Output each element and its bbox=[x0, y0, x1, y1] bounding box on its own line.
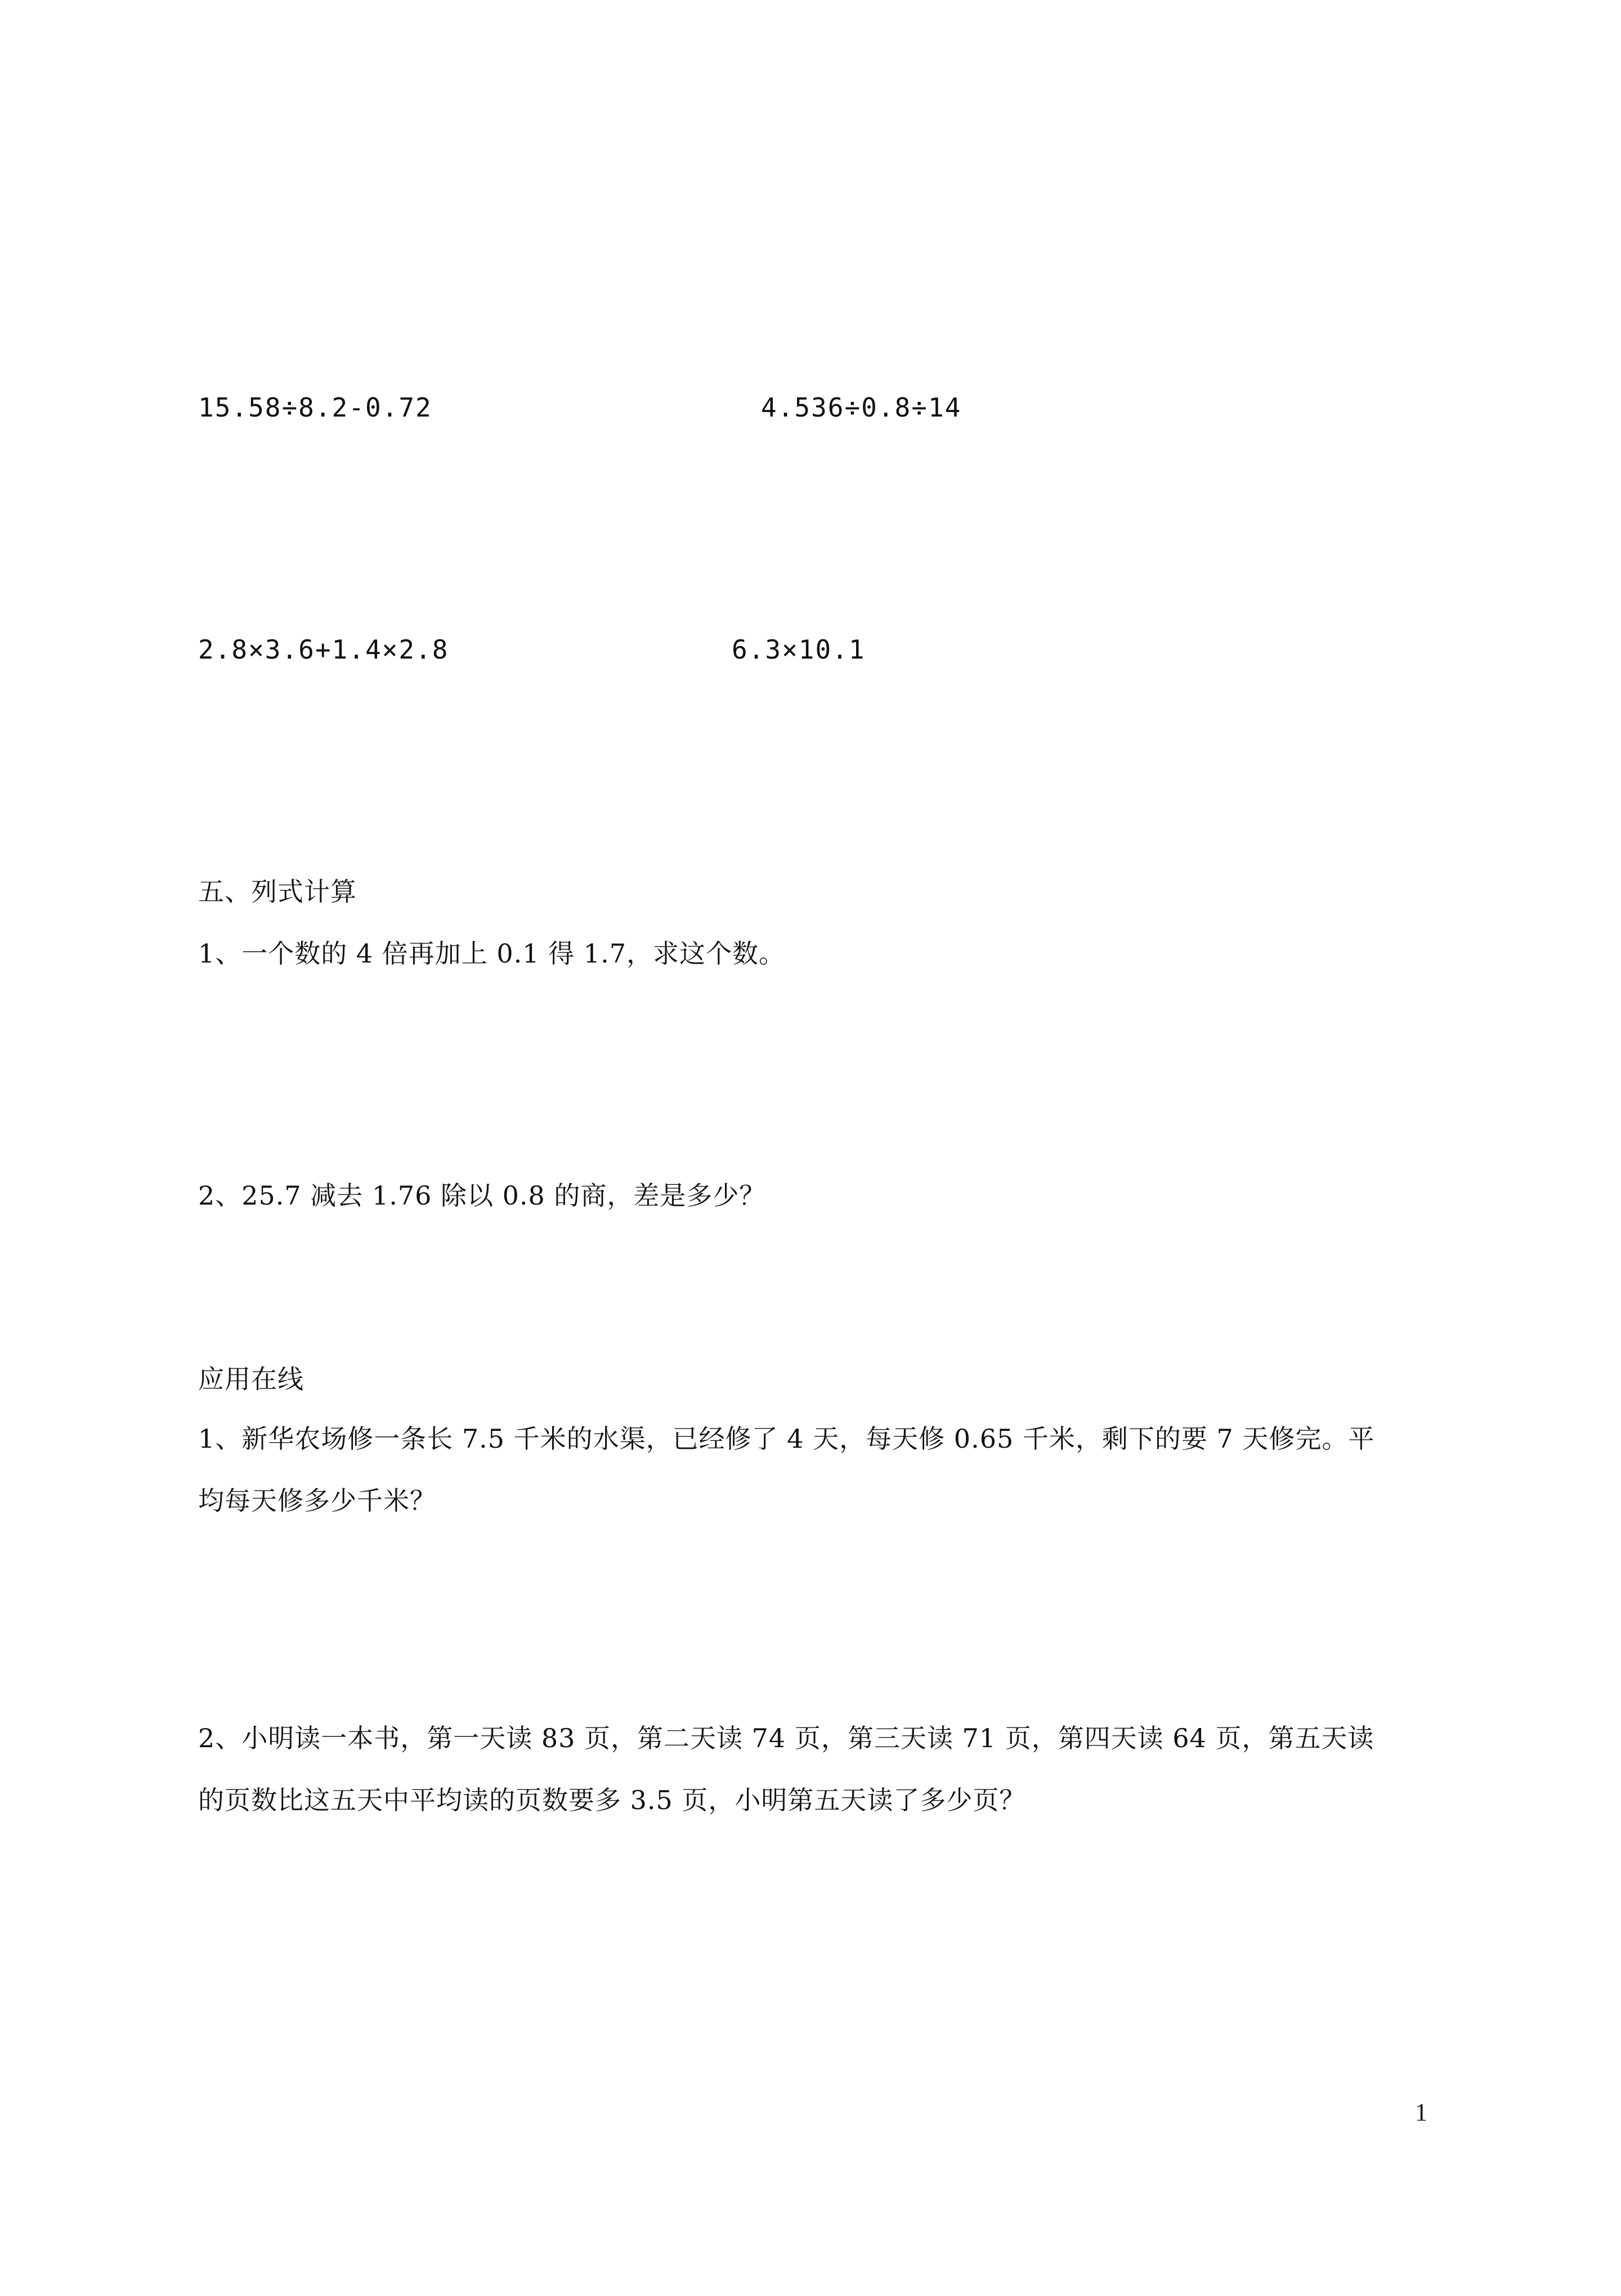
application-question-2-line-2: 的页数比这五天中平均读的页数要多 3.5 页，小明第五天读了多少页？ bbox=[198, 1785, 1026, 1815]
section-title-yingyong-zaixian: 应用在线 bbox=[198, 1364, 304, 1394]
calc-expression-3: 2.8×3.6+1.4×2.8 bbox=[198, 634, 449, 665]
calc-expression-2: 4.536÷0.8÷14 bbox=[761, 392, 962, 423]
section-title-lieshi-jisuan: 五、列式计算 bbox=[198, 876, 357, 907]
page-number: 1 bbox=[1415, 2098, 1427, 2126]
application-question-1-line-1: 1、新华农场修一条长 7.5 千米的水渠，已经修了 4 天，每天修 0.65 千米，剩下的要 7 天修完。平 bbox=[198, 1424, 1375, 1454]
question-5-1: 1、一个数的 4 倍再加上 0.1 得 1.7，求这个数。 bbox=[198, 938, 785, 969]
calc-expression-4: 6.3×10.1 bbox=[732, 634, 866, 665]
question-5-2: 2、25.7 减去 1.76 除以 0.8 的商，差是多少？ bbox=[198, 1180, 766, 1211]
application-question-1-line-2: 均每天修多少千米？ bbox=[198, 1485, 436, 1516]
application-question-2-line-1: 2、小明读一本书，第一天读 83 页，第二天读 74 页，第三天读 71 页，第四天读 64 页，第五天读 bbox=[198, 1723, 1374, 1753]
calc-expression-1: 15.58÷8.2-0.72 bbox=[198, 392, 432, 423]
